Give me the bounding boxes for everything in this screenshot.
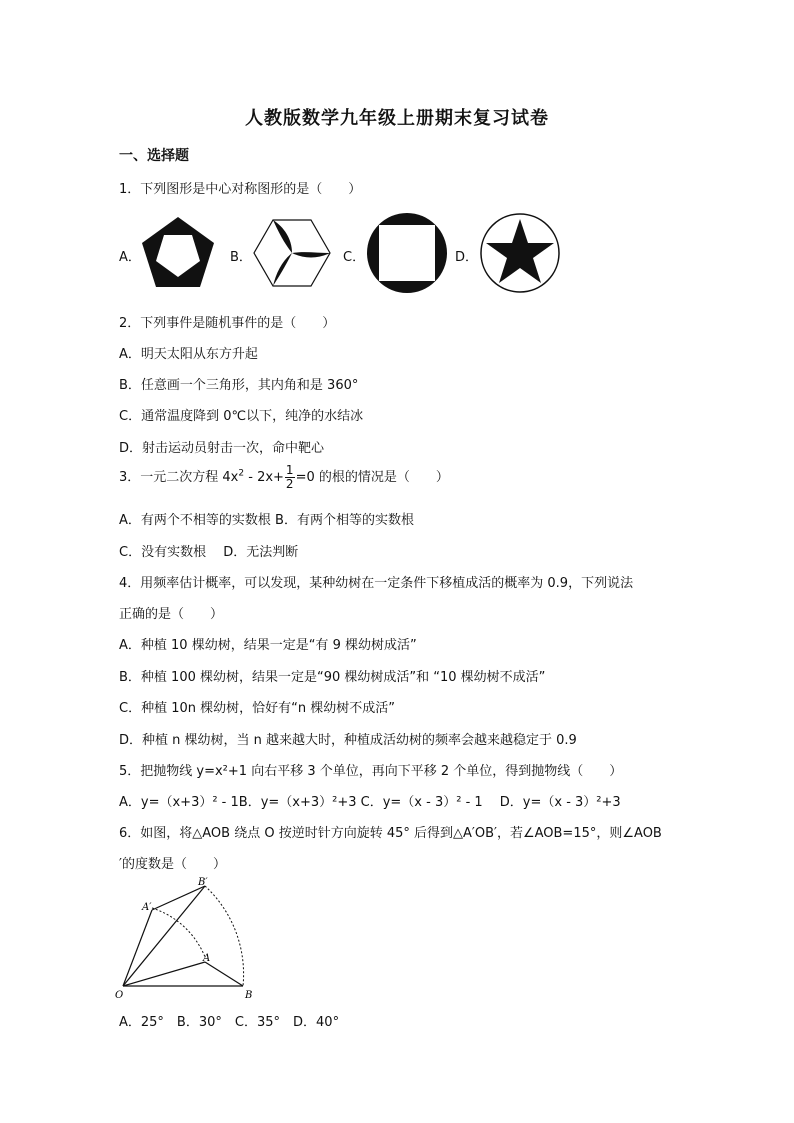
q3-stem-mid: - 2x+ [244, 470, 284, 485]
q4-option-a: A．种植 10 棵幼树，结果一定是“有 9 棵幼树成活” [119, 638, 417, 653]
q1-label-c: C． [343, 250, 366, 265]
label-b-prime: B′ [198, 877, 208, 888]
arc-a [152, 908, 205, 957]
hexagon-with-three-petals-icon [252, 213, 332, 293]
q4-option-b: B．种植 100 棵幼树，结果一定是“90 棵幼树成活”和 “10 棵幼树不成活” [119, 670, 546, 685]
q3-fraction-numerator: 1 [285, 463, 294, 477]
pentagon-with-inner-pentagon-icon [138, 213, 218, 293]
q5-stem: 5．把抛物线 y=x²+1 向右平移 3 个单位，再向下平移 2 个单位，得到抛物线（ ） [119, 764, 623, 779]
arc-b [205, 886, 244, 986]
q3-stem [119, 464, 449, 491]
q4-stem-line1: 4．用频率估计概率，可以发现，某种幼树在一定条件下移植成活的概率为 0.9，下列说法 [119, 576, 634, 591]
circle-with-square-icon [365, 211, 449, 295]
q6-stem-line2: ′的度数是（ ） [119, 857, 226, 872]
q1-label-a: A． [119, 250, 141, 265]
q3-exponent: 2 [238, 468, 245, 479]
circle-with-star-icon [478, 211, 562, 295]
q4-stem-line2: 正确的是（ ） [119, 607, 224, 622]
q6-stem-line1: 6．如图，将△AOB 绕点 O 按逆时针方向旋转 45° 后得到△A′OB′，若∠AOB=15°，则∠AOB [119, 826, 662, 841]
section-heading: 一、选择题 [119, 148, 189, 164]
label-b: B [245, 990, 253, 1001]
label-a: A [203, 953, 211, 964]
q2-option-c: C．通常温度降到 0℃以下，纯净的水结冰 [119, 409, 364, 424]
q2-option-a: A．明天太阳从东方升起 [119, 347, 258, 362]
q6-options: A．25° B．30° C．35° D．40° [119, 1015, 340, 1030]
label-a-prime: A′ [142, 902, 152, 913]
q4-option-c: C．种植 10n 棵幼树，恰好有“n 棵幼树不成活” [119, 701, 395, 716]
q5-options: A．y=（x+3）² - 1B．y=（x+3）²+3 C．y=（x - 3）² - 1 D．y=（x - 3）²+3 [119, 795, 621, 810]
q1-label-b: B． [230, 250, 252, 265]
q1-stem: 1．下列图形是中心对称图形的是（ ） [119, 182, 362, 197]
q4-option-d: D．种植 n 棵幼树，当 n 越来越大时，种植成活幼树的频率会越来越稳定于 0.9 [119, 733, 577, 748]
q2-option-b: B．任意画一个三角形，其内角和是 360° [119, 378, 359, 393]
q2-option-d: D．射击运动员射击一次，命中靶心 [119, 441, 325, 456]
q3-options-line2: C．没有实数根 D．无法判断 [119, 545, 299, 560]
q3-fraction [285, 464, 295, 491]
q3-options-line1: A．有两个不相等的实数根 B．有两个相等的实数根 [119, 513, 414, 528]
label-o: O [115, 990, 124, 1001]
q3-stem-prefix: 3．一元二次方程 4x [119, 470, 239, 485]
rotation-figure [112, 874, 262, 1004]
q1-label-d: D． [455, 250, 479, 265]
q3-fraction-denominator: 2 [285, 477, 294, 491]
q2-stem: 2．下列事件是随机事件的是（ ） [119, 316, 336, 331]
page-title: 人教版数学九年级上册期末复习试卷 [245, 108, 549, 129]
q3-stem-suffix: =0 的根的情况是（ ） [295, 470, 449, 485]
